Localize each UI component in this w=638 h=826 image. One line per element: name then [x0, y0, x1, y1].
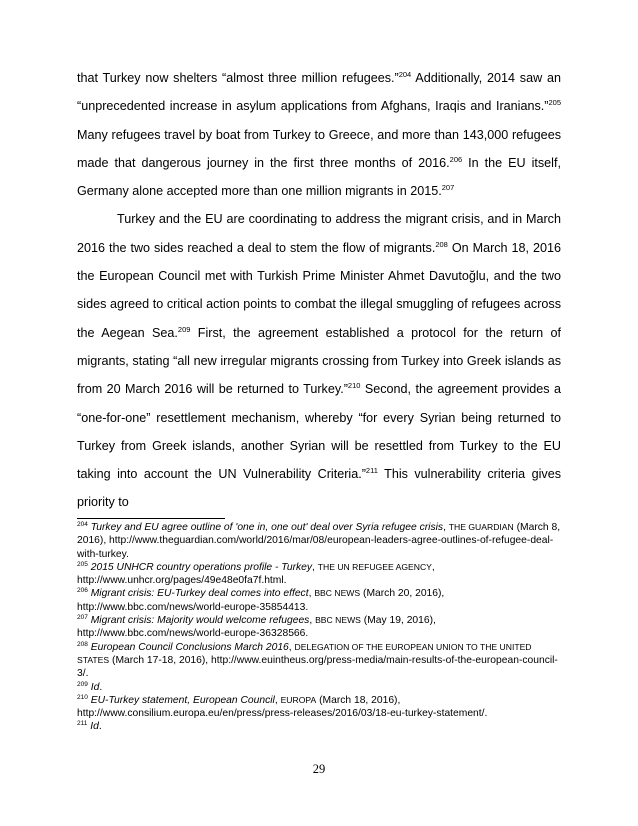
footnote-title: Migrant crisis: EU-Turkey deal comes into effect: [90, 588, 309, 600]
footnote-number: 208: [77, 640, 88, 648]
paragraph: [77, 205, 561, 516]
footnote-title: EU-Turkey statement, European Council: [90, 694, 275, 706]
page-number: 29: [312, 762, 326, 776]
footnote-source: EUROPA: [280, 694, 317, 705]
footnote-title: Id: [90, 721, 99, 733]
footnote-text: ,: [308, 588, 315, 600]
footnote-title: European Council Conclusions March 2016: [90, 641, 289, 653]
footnotes: [77, 521, 561, 734]
footnote-text: (March 17-18, 2016), http://www.euintheus.org/press-media/main-results-of-the-european-council-3/.: [77, 654, 558, 680]
footnote-separator: [77, 518, 225, 519]
footnote-text: ,: [443, 522, 449, 533]
paragraph-text: Turkey and the EU are coordinating to address the migrant crisis, and in March 2016 the two sides reached a deal to stem the flow of migrants.: [77, 212, 561, 255]
footnote: [77, 641, 561, 681]
footnote-source: THE UN REFUGEE AGENCY: [317, 561, 432, 572]
footnote-source: BBC NEWS: [314, 588, 361, 599]
footnote-reference: 206: [449, 154, 463, 164]
footnote-text: ,: [309, 615, 316, 627]
footnote-number: 211: [77, 720, 88, 728]
footnote-reference: 210: [347, 381, 361, 391]
footnote-reference: 205: [548, 98, 561, 108]
paragraph-text: This vulnerability criteria gives priority to: [77, 467, 561, 510]
footnote-title: Migrant crisis: Majority would welcome refugees: [90, 615, 310, 627]
paragraph-text: On March 18, 2016 the European Council met with Turkish Prime Minister Ahmet Davutoğlu, and the two sides agreed to critical action points to combat the illegal smuggling of refugees across the Aegean Sea.: [77, 240, 562, 340]
footnote-title: Id: [90, 681, 100, 693]
footnote-reference: 211: [365, 466, 378, 476]
footnote-source: BBC NEWS: [315, 615, 361, 626]
footnote-text: ,: [288, 641, 295, 653]
footnote-reference: 207: [441, 183, 455, 193]
paragraph-text: In the EU itself, Germany alone accepted more than one million migrants in 2015.: [77, 155, 561, 199]
footnote-title: 2015 UNHCR country operations profile - Turkey: [90, 561, 313, 573]
paragraph-text: Second, the agreement provides a “one-for-one” resettlement mechanism, whereby “for every Syrian being returned to Turkey from Greek islands, another Syrian will be resettled from Turkey to the EU taking into account the UN Vulnerability Criteria.”: [77, 382, 562, 482]
footnote: [77, 614, 561, 641]
footnote-text: (March 8, 2016), http://www.theguardian.com/world/2016/mar/08/european-leaders-agree-outlines-of-refugee-deal-with-turkey.: [77, 522, 561, 560]
footnote: [77, 694, 561, 721]
paragraph: [77, 64, 561, 205]
footnote-text: (March 20, 2016), http://www.bbc.com/news/world-europe-35854413.: [77, 588, 445, 613]
footnote-number: 207: [77, 614, 88, 622]
footnote-number: 209: [77, 680, 88, 688]
footnote-text: (March 18, 2016), http://www.consilium.europa.eu/en/press/press-releases/2016/03/18-eu-turkey-statement/.: [77, 694, 488, 720]
footnote-source: DELEGATION OF THE EUROPEAN UNION TO THE UNITED STATES: [77, 641, 532, 665]
footnote: [77, 587, 561, 614]
footnote-number: 205: [77, 560, 88, 568]
footnote-source: THE GUARDIAN: [448, 522, 514, 532]
footnote: [77, 720, 561, 733]
footnote: [77, 521, 561, 561]
footnote-text: .: [98, 721, 102, 733]
footnote: [77, 681, 561, 694]
body-text: [77, 64, 561, 517]
paragraph-text: Many refugees travel by boat from Turkey to Greece, and more than 143,000 refugees made that dangerous journey in the first three months of 2016.: [77, 127, 561, 170]
footnote-text: ,: [274, 694, 281, 706]
footnote-number: 210: [77, 693, 88, 701]
footnote-reference: 204: [398, 70, 412, 79]
paragraph-text: that Turkey now shelters “almost three million refugees.”: [77, 71, 399, 85]
footnote-reference: 208: [435, 239, 448, 249]
footnote-text: , http://www.unhcr.org/pages/49e48e0fa7f.html.: [77, 561, 435, 587]
paragraph-text: Additionally, 2014 saw an “unprecedented increase in asylum applications from Afghans, Iraqis and Iranians.”: [77, 71, 561, 114]
footnote-text: .: [99, 681, 103, 693]
footnote-text: ,: [312, 561, 318, 573]
footnote-text: (May 19, 2016), http://www.bbc.com/news/world-europe-36328566.: [77, 615, 436, 640]
footnote-number: 206: [77, 587, 88, 595]
paragraph-text: First, the agreement established a protocol for the return of migrants, stating “all new irregular migrants crossing from Turkey into Greek islands as from 20 March 2016 will be returned to Turkey.”: [77, 325, 562, 397]
footnote: [77, 561, 561, 588]
footnote-title: Turkey and EU agree outline of 'one in, one out' deal over Syria refugee crisis: [90, 522, 444, 533]
footnote-number: 204: [77, 521, 88, 528]
footnote-reference: 209: [177, 324, 191, 334]
